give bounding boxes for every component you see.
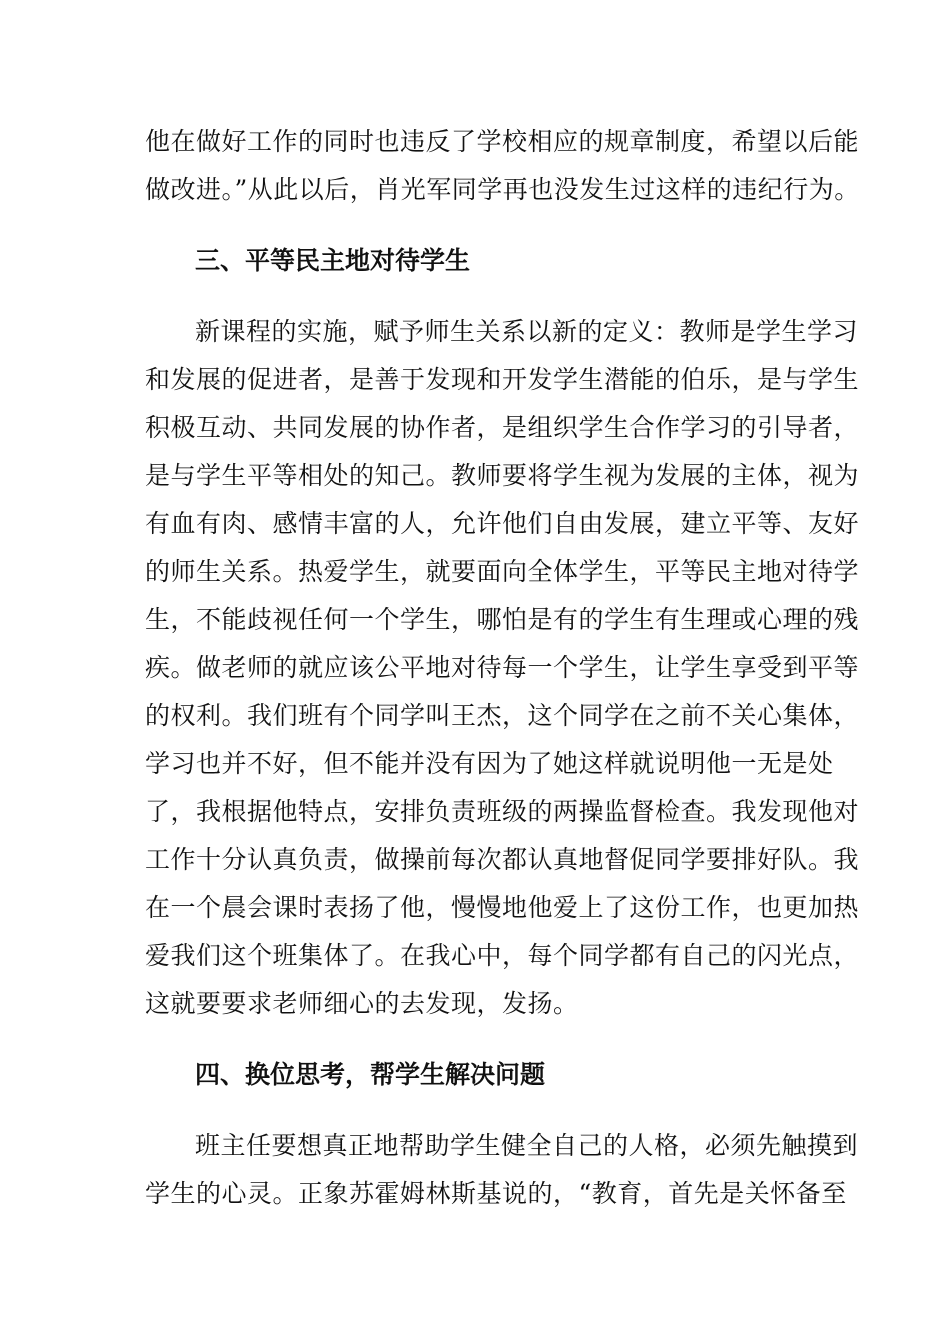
text-line: 了，我根据他特点，安排负责班级的两操监督检查。我发现他对	[145, 797, 860, 826]
section-4-paragraph	[145, 1122, 859, 1218]
text-line: 班主任要想真正地帮助学生健全自己的人格，必须先触摸到	[195, 1131, 859, 1160]
text-line: 工作十分认真负责，做操前每次都认真地督促同学要排好队。我	[145, 845, 860, 874]
section-heading-4: 四、换位思考，帮学生解决问题	[195, 1060, 546, 1089]
text-line: 爱我们这个班集体了。在我心中，每个同学都有自己的闪光点，	[145, 941, 860, 970]
document-body	[145, 118, 860, 1218]
text-line: 的权利。我们班有个同学叫王杰，这个同学在之前不关心集体，	[145, 701, 860, 730]
text-line: 这就要要求老师细心的去发现，发扬。	[145, 989, 579, 1018]
section-heading-3: 三、平等民主地对待学生	[195, 246, 471, 275]
text-line: 学生的心灵。正象苏霍姆林斯基说的，“教育，首先是关怀备至	[145, 1179, 847, 1208]
text-line: 和发展的促进者，是善于发现和开发学生潜能的伯乐，是与学生	[145, 365, 860, 394]
text-line: 疾。做老师的就应该公平地对待每一个学生，让学生享受到平等	[145, 653, 860, 682]
section-3-paragraph	[145, 308, 860, 1028]
text-line: 积极互动、共同发展的协作者，是组织学生合作学习的引导者，	[145, 413, 860, 442]
text-line: 做改进。”从此以后，肖光军同学再也没发生过这样的违纪行为。	[145, 175, 860, 204]
text-line: 学习也并不好，但不能并没有因为了她这样就说明他一无是处	[145, 749, 834, 778]
text-line: 的师生关系。热爱学生，就要面向全体学生，平等民主地对待学	[145, 557, 860, 586]
text-line: 新课程的实施，赋予师生关系以新的定义：教师是学生学习	[195, 317, 859, 346]
text-line: 生，不能歧视任何一个学生，哪怕是有的学生有生理或心理的残	[145, 605, 860, 634]
text-line: 在一个晨会课时表扬了他，慢慢地他爱上了这份工作，也更加热	[145, 893, 860, 922]
text-line: 有血有肉、感情丰富的人，允许他们自由发展，建立平等、友好	[145, 509, 860, 538]
text-line: 他在做好工作的同时也违反了学校相应的规章制度，希望以后能	[145, 127, 860, 156]
paragraph-continued	[145, 118, 860, 214]
text-line: 是与学生平等相处的知己。教师要将学生视为发展的主体，视为	[145, 461, 860, 490]
